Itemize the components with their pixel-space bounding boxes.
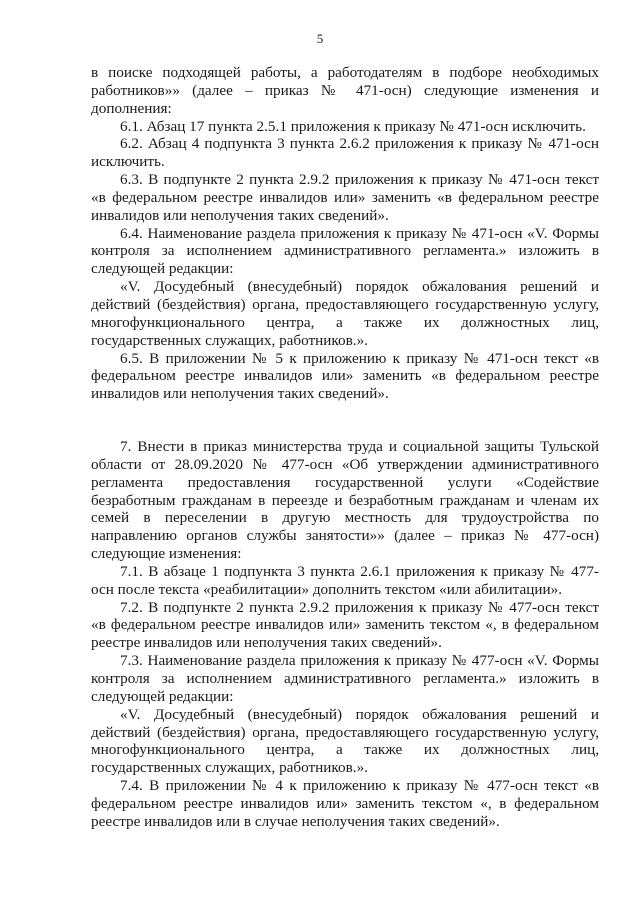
paragraph-7-1: 7.1. В абзаце 1 подпункта 3 пункта 2.6.1 приложения к приказу № 477-осн после текста «реабилитации» дополнить текстом «или абилитации». (91, 562, 599, 598)
paragraph-7: 7. Внести в приказ министерства труда и социальной защиты Тульской области от 28.09.2020 № 477-осн «Об утверждении административного регламента предоставления государственной услуги «Содействие безработным гражданам в переезде и безработным гражданам и членам их семей в переселении в другую местность для трудоустройства по направлению органов службы занятости»» (далее – приказ № 477-осн) следующие изменения: (91, 438, 599, 563)
paragraph-continuation: в поиске подходящей работы, а работодателям в подборе необходимых работников»» (далее – приказ № 471-осн) следующие изменения и дополнения: (91, 64, 599, 117)
page-number: 5 (316, 31, 324, 46)
paragraph-7-2: 7.2. В подпункте 2 пункта 2.9.2 приложения к приказу № 477-осн текст «в федеральном реестре инвалидов или» заменить текстом «, в федеральном реестре инвалидов или неполучения таких сведений». (91, 598, 599, 652)
paragraph-7-4: 7.4. В приложении № 4 к приложению к приказу № 477-осн текст «в федеральном реестре инвалидов или» заменить текстом «, в федеральном реестре инвалидов или в случае неполучения таких сведений». (91, 777, 599, 830)
paragraph-6-5: 6.5. В приложении № 5 к приложению к приказу № 471-осн текст «в федеральном реестре инвалидов или» заменить «в федеральном реестре инвалидов или неполучения таких сведений». (91, 349, 599, 403)
section-gap (91, 403, 599, 438)
document-body (91, 64, 599, 831)
paragraph-7-3: 7.3. Наименование раздела приложения к приказу № 477-осн «V. Формы контроля за исполнением административного регламента.» изложить в следующей редакции: (91, 652, 599, 705)
paragraph-6-2: 6.2. Абзац 4 подпункта 3 пункта 2.6.2 приложения к приказу № 471-осн исключить. (91, 135, 599, 171)
paragraph-6-4: 6.4. Наименование раздела приложения к приказу № 471-осн «V. Формы контроля за исполнением административного регламента.» изложить в следующей редакции: (91, 224, 599, 278)
paragraph-6-4-quote: «V. Досудебный (внесудебный) порядок обжалования решений и действий (бездействия) органа, предоставляющего государственную услугу, многофункционального центра, а также их должностных лиц, государственных служащих, работников.». (91, 278, 599, 349)
paragraph-6-3: 6.3. В подпункте 2 пункта 2.9.2 приложения к приказу № 471-осн текст «в федеральном реестре инвалидов или» заменить «в федеральном реестре инвалидов или неполучения таких сведений». (91, 171, 599, 224)
paragraph-7-3-quote: «V. Досудебный (внесудебный) порядок обжалования решений и действий (бездействия) органа, предоставляющего государственную услугу, многофункционального центра, а также их должностных лиц, государственных служащих, работников.». (91, 705, 599, 777)
paragraph-6-1: 6.1. Абзац 17 пункта 2.5.1 приложения к приказу № 471-осн исключить. (120, 117, 586, 135)
